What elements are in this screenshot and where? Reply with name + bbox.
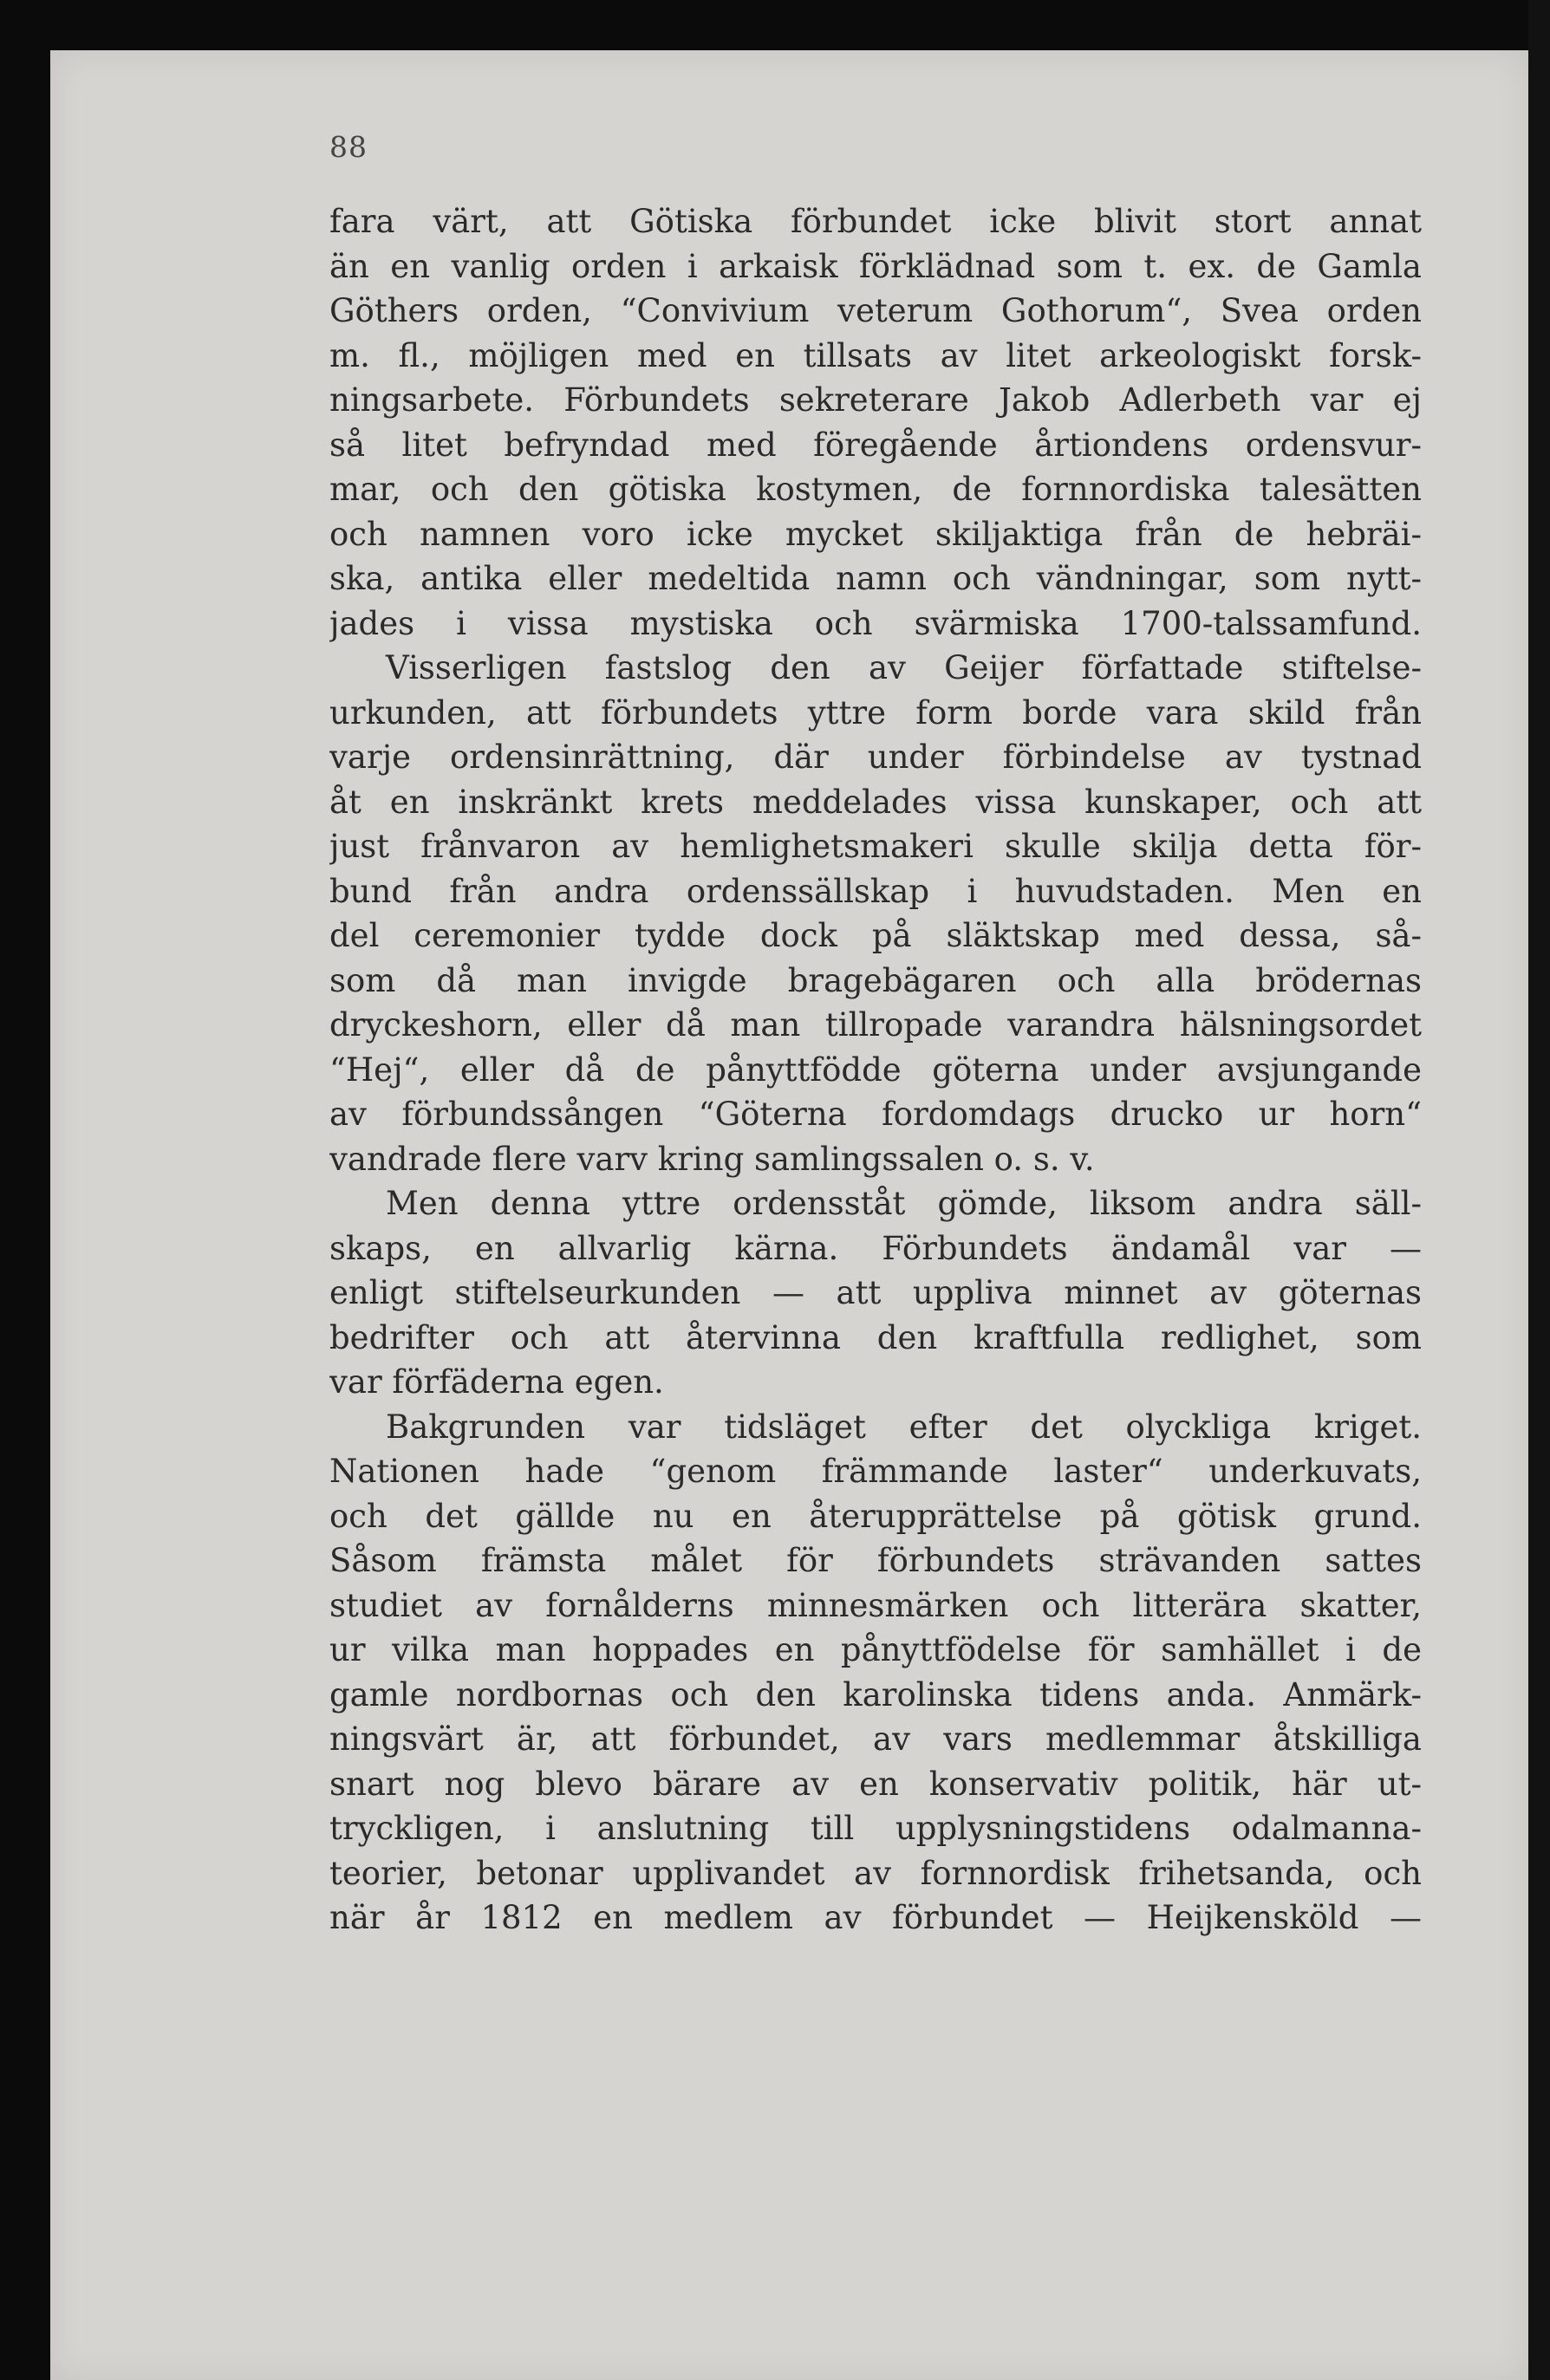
text-line: Göthers orden, “Convivium veterum Gothorum“, Svea orden <box>329 292 1422 329</box>
text-line: teorier, betonar upplivandet av fornnordisk frihetsanda, och <box>329 1854 1422 1892</box>
text-line: åt en inskränkt krets meddelades vissa kunskaper, och att <box>329 783 1422 821</box>
text-line: Såsom främsta målet för förbundets strävanden sattes <box>329 1542 1422 1579</box>
text-line: ningsarbete. Förbundets sekreterare Jakob Adlerbeth var ej <box>329 381 1422 419</box>
text-line: av förbundssången “Göterna fordomdags drucko ur horn“ <box>329 1096 1422 1133</box>
text-line: varje ordensinrättning, där under förbindelse av tystnad <box>329 738 1422 776</box>
text-line: jades i vissa mystiska och svärmiska 1700-talssamfund. <box>329 604 1422 642</box>
text-line: bund från andra ordenssällskap i huvudstaden. Men en <box>329 872 1422 910</box>
text-line: ur vilka man hoppades en pånyttfödelse för samhället i de <box>329 1631 1422 1668</box>
text-line: del ceremonier tydde dock på släktskap med dessa, så- <box>329 917 1422 954</box>
text-line: som då man invigde bragebägaren och alla brödernas <box>329 961 1422 999</box>
text-line: urkunden, att förbundets yttre form borde vara skild från <box>329 693 1422 732</box>
text-line: m. fl., möjligen med en tillsats av litet arkeologiskt forsk- <box>329 336 1422 374</box>
text-line: än en vanlig orden i arkaisk förklädnad som t. ex. de Gamla <box>329 247 1422 285</box>
text-line: snart nog blevo bärare av en konservativ politik, här ut- <box>329 1765 1422 1803</box>
text-line: just frånvaron av hemlighetsmakeri skulle skilja detta för- <box>329 828 1422 865</box>
book-binding-edge <box>1528 0 1550 2380</box>
text-line: Visserligen fastslog den av Geijer författade stiftelse- <box>386 649 1422 686</box>
text-line: var förfäderna egen. <box>329 1363 664 1401</box>
text-line: dryckeshorn, eller då man tillropade varandra hälsningsordet <box>329 1006 1422 1044</box>
body-text <box>329 199 1422 1941</box>
text-line: studiet av fornålderns minnesmärken och litterära skatter, <box>329 1586 1422 1624</box>
text-line: när år 1812 en medlem av förbundet — Heijkensköld — <box>329 1899 1422 1936</box>
text-line: Nationen hade “genom främmande laster“ underkuvats, <box>329 1453 1422 1490</box>
text-line: gamle nordbornas och den karolinska tidens anda. Anmärk- <box>329 1675 1422 1713</box>
text-line: ska, antika eller medeltida namn och vändningar, som nytt- <box>329 560 1422 597</box>
text-line: mar, och den götiska kostymen, de fornnordiska talesätten <box>329 471 1422 508</box>
text-line: enligt stiftelseurkunden — att uppliva minnet av göternas <box>329 1274 1422 1311</box>
text-line: Bakgrunden var tidsläget efter det olyckliga kriget. <box>386 1408 1422 1446</box>
text-line: och namnen voro icke mycket skiljaktiga från de hebräi- <box>329 515 1422 553</box>
text-line: tryckligen, i anslutning till upplysningstidens odalmanna- <box>329 1810 1422 1847</box>
text-line: ningsvärt är, att förbundet, av vars medlemmar åtskilliga <box>329 1720 1422 1758</box>
text-line: “Hej“, eller då de pånyttfödde göterna under avsjungande <box>329 1050 1422 1089</box>
text-line: skaps, en allvarlig kärna. Förbundets ändamål var — <box>329 1229 1422 1267</box>
text-line: Men denna yttre ordensståt gömde, liksom andra säll- <box>386 1185 1422 1222</box>
text-line: vandrade flere varv kring samlingssalen o. s. v. <box>329 1140 1095 1178</box>
text-line: fara värt, att Götiska förbundet icke blivit stort annat <box>329 203 1422 240</box>
text-line: och det gällde nu en återupprättelse på götisk grund. <box>329 1497 1422 1535</box>
text-line: bedrifter och att återvinna den kraftfulla redlighet, som <box>329 1318 1422 1356</box>
page-number: 88 <box>329 130 368 164</box>
text-line: så litet befryndad med föregående årtiondens ordensvur- <box>329 426 1422 464</box>
